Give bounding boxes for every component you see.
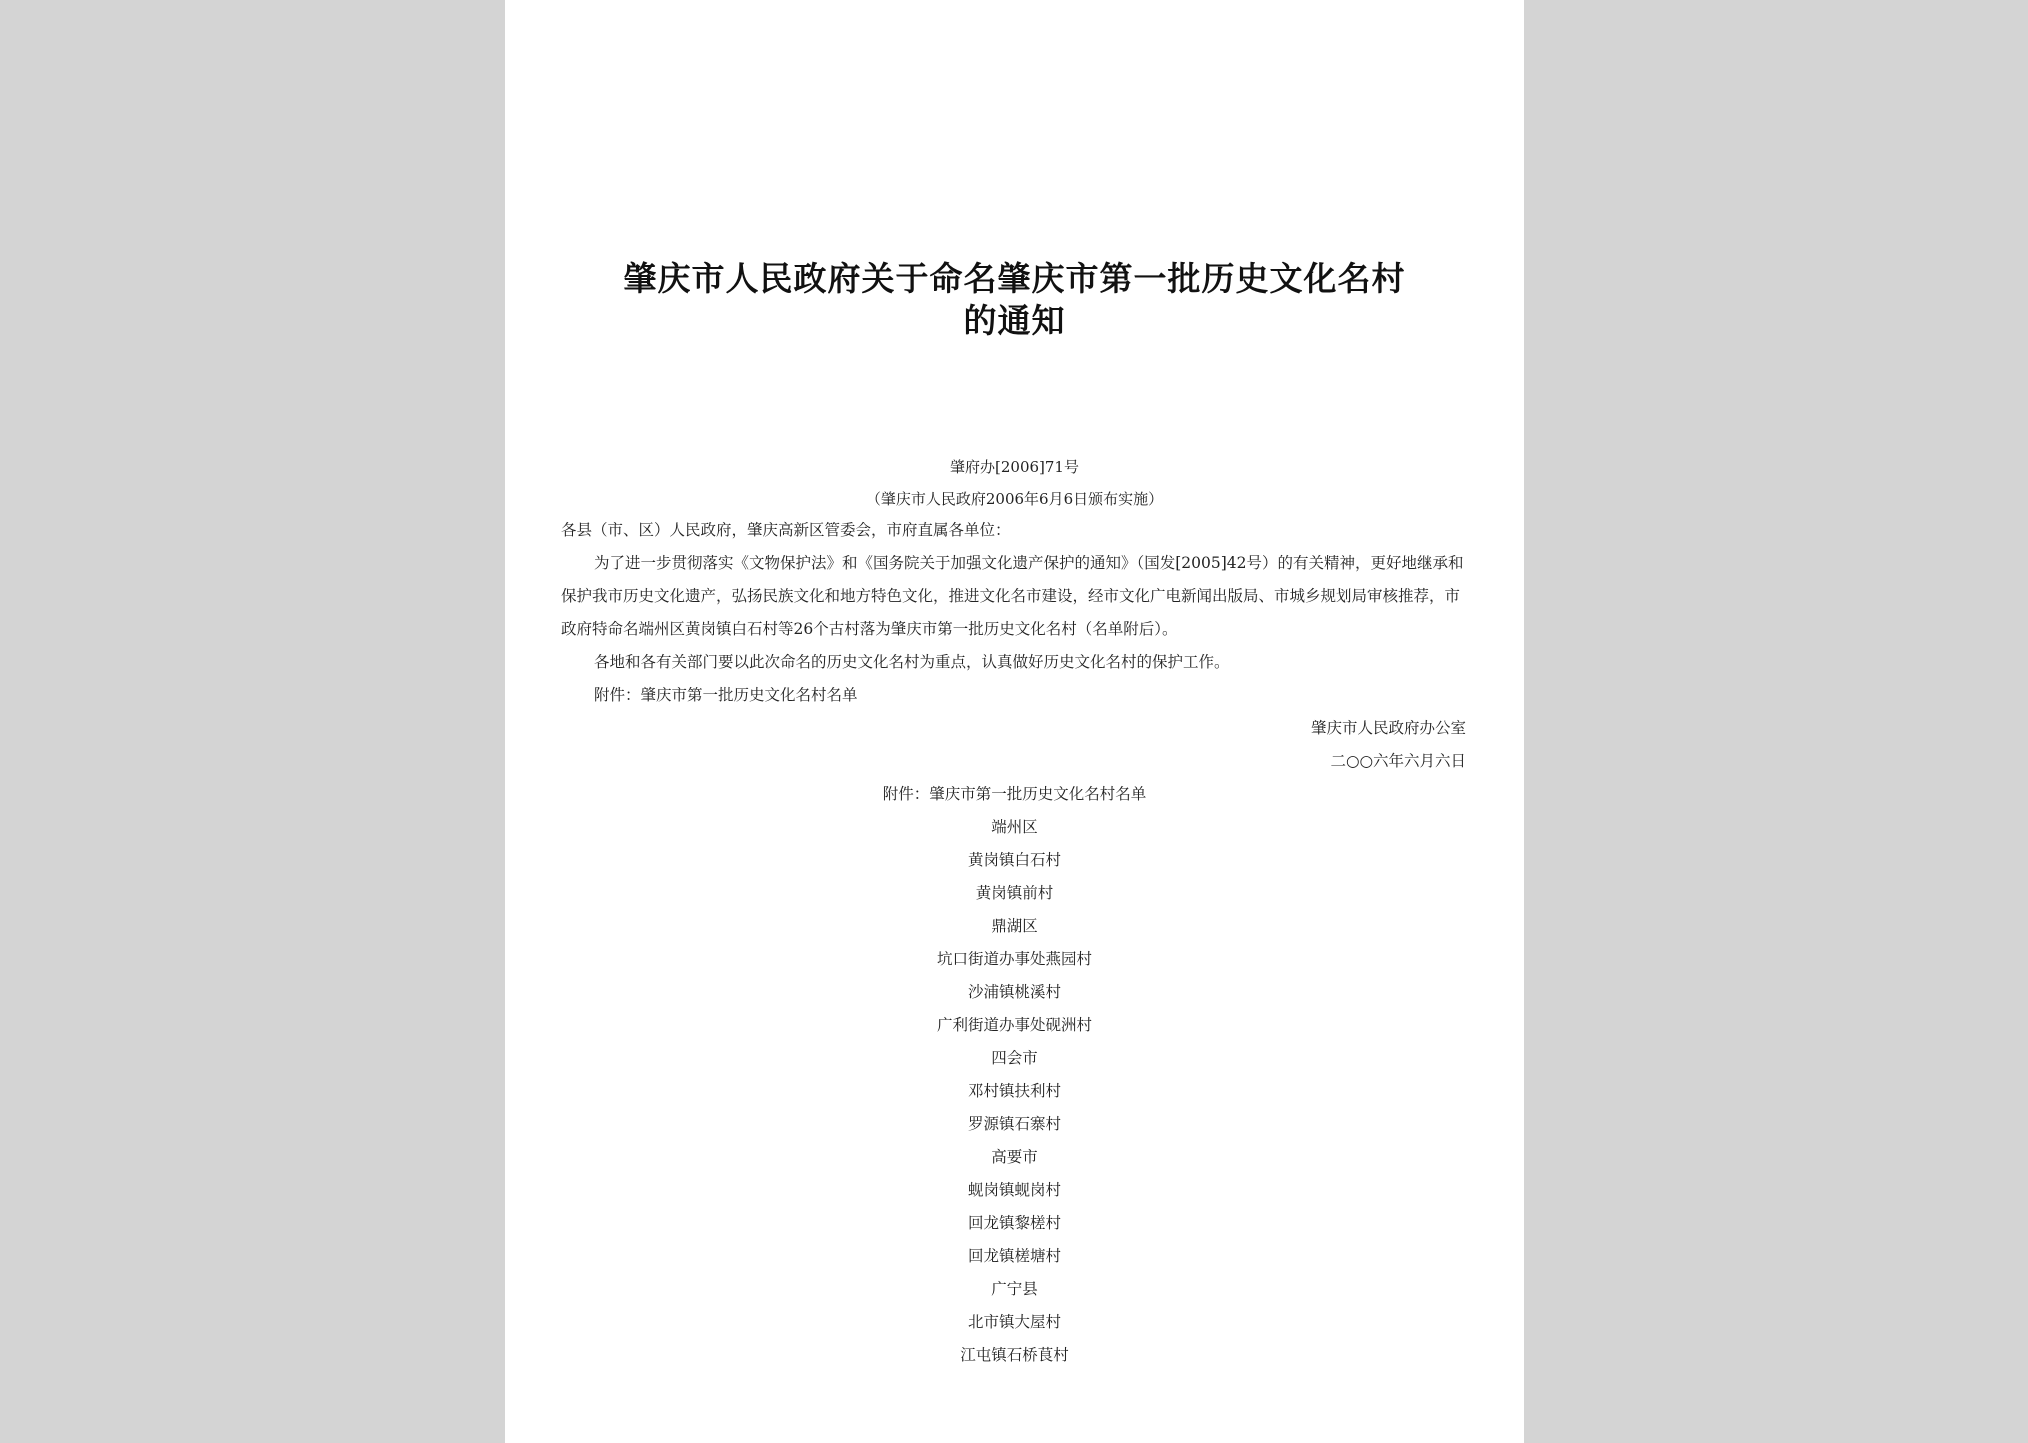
- salutation: 各县（市、区）人民政府，肇庆高新区管委会，市府直属各单位：: [561, 521, 1011, 539]
- list-item: 坑口街道办事处燕园村: [936, 950, 1092, 968]
- list-item: 蚬岗镇蚬岗村: [967, 1181, 1061, 1199]
- list-item: 四会市: [991, 1049, 1038, 1067]
- issue-note: （肇庆市人民政府2006年6月6日颁布实施）: [865, 490, 1164, 508]
- document-title: [505, 258, 1524, 342]
- attachment-note: 附件：肇庆市第一批历史文化名村名单: [594, 686, 858, 704]
- list-item: 端州区: [991, 818, 1038, 836]
- list-item: 广利街道办事处砚洲村: [936, 1016, 1092, 1034]
- paragraph-2: 各地和各有关部门要以此次命名的历史文化名村为重点，认真做好历史文化名村的保护工作。: [594, 653, 1230, 671]
- issue-date: 二○○六年六月六日: [1330, 752, 1466, 770]
- title-line-2: 的通知: [963, 301, 1066, 340]
- list-item: 江屯镇石桥茛村: [960, 1346, 1069, 1364]
- title-line-1: 肇庆市人民政府关于命名肇庆市第一批历史文化名村: [623, 259, 1406, 298]
- list-item: 高要市: [991, 1148, 1038, 1166]
- list-item: 回龙镇黎槎村: [967, 1214, 1061, 1232]
- village-list-title: 附件：肇庆市第一批历史文化名村名单: [882, 785, 1147, 803]
- list-item: 回龙镇槎塘村: [967, 1247, 1061, 1265]
- list-item: 鼎湖区: [991, 917, 1038, 935]
- list-item: 黄岗镇前村: [975, 884, 1054, 902]
- signature: 肇庆市人民政府办公室: [1310, 719, 1466, 737]
- list-item: 广宁县: [991, 1280, 1038, 1298]
- document-number: 肇府办[2006]71号: [950, 458, 1079, 476]
- list-item: 罗源镇石寨村: [967, 1115, 1061, 1133]
- village-list: [505, 811, 1524, 1372]
- document-page: [505, 0, 1524, 1443]
- list-item: 邓村镇扶利村: [967, 1082, 1061, 1100]
- list-item: 沙浦镇桃溪村: [967, 983, 1061, 1001]
- paragraph-1: 为了进一步贯彻落实《文物保护法》和《国务院关于加强文化遗产保护的通知》（国发[2005]42号）的有关精神，更好地继承和保护我市历史文化遗产，弘扬民族文化和地方特色文化，推进文化名市建设，经市文化广电新闻出版局、市城乡规划局审核推荐，市政府特命名端州区黄岗镇白石村等26个古村落为肇庆市第一批历史文化名村（名单附后）。: [561, 554, 1464, 638]
- list-item: 黄岗镇白石村: [967, 851, 1061, 869]
- list-item: 北市镇大屋村: [967, 1313, 1061, 1331]
